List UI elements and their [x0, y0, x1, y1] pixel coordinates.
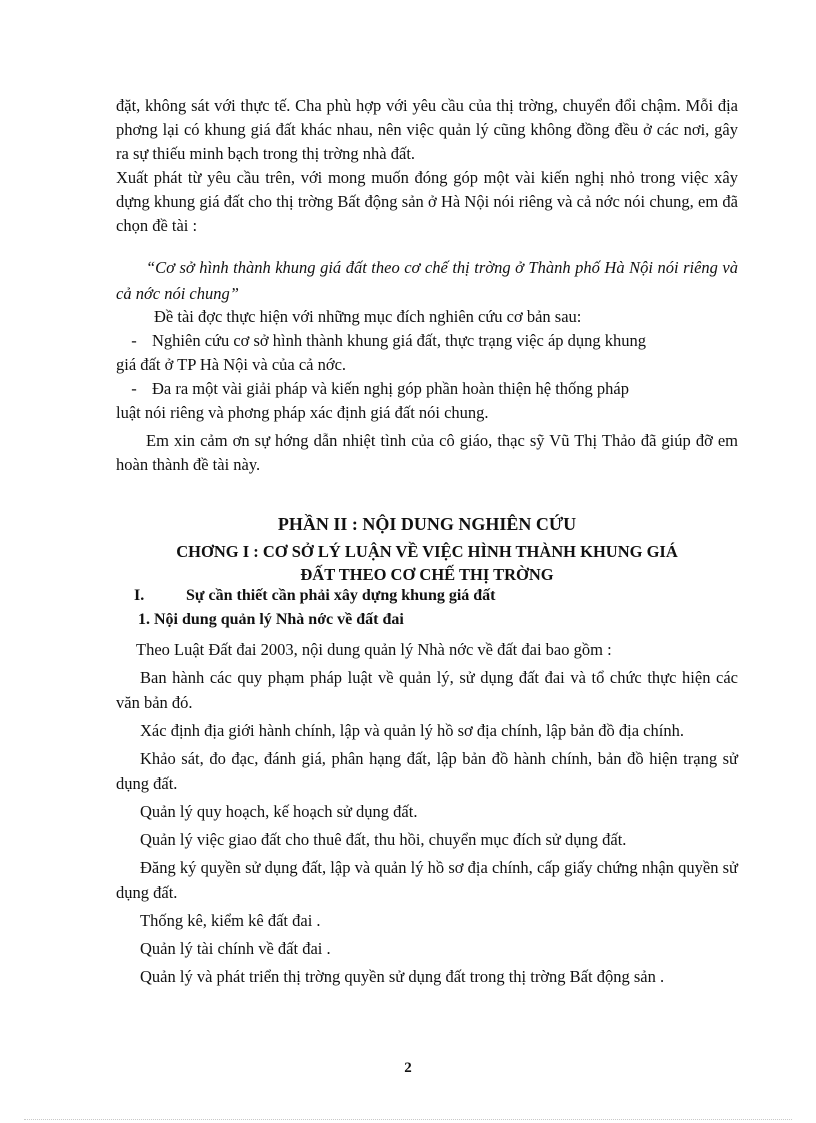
list-item: Quản lý việc giao đất cho thuê đất, thu hồi, chuyển mục đích sử dụng đất.: [140, 830, 627, 849]
content-lead: Theo Luật Đất đai 2003, nội dung quản lý Nhà nớc về đất đai bao gồm :: [136, 640, 612, 659]
section-title: Sự cần thiết cần phải xây dựng khung giá đất: [186, 587, 496, 604]
intro-paragraph-2: Xuất phát từ yêu cầu trên, với mong muốn đóng góp một vài kiến nghị nhỏ trong việc xây dựng khung giá đất cho thị trờng Bất động sản ở Hà Nội nói riêng và cả nớc nói chung, em đã chọn đề tài :: [116, 168, 738, 235]
list-item: Xác định địa giới hành chính, lập và quản lý hồ sơ địa chính, lập bản đồ địa chính.: [140, 721, 684, 740]
list-item: Quản lý quy hoạch, kế hoạch sử dụng đất.: [140, 802, 418, 821]
list-item: Đăng ký quyền sử dụng đất, lập và quản lý hồ sơ địa chính, cấp giấy chứng nhận quyền sử dụng đất.: [116, 858, 738, 902]
quote-text: “Cơ sở hình thành khung giá đất theo cơ chế thị trờng ở Thành phố Hà Nội nói riêng và cả nớc nói chung”: [116, 258, 738, 303]
goal-item-continuation: luật nói riêng và phơng pháp xác định giá đất nói chung.: [116, 403, 489, 422]
goal-item: [116, 329, 738, 353]
part-heading: PHẦN II : NỘI DUNG NGHIÊN CỨU: [277, 514, 577, 534]
bullet-dash: -: [131, 379, 137, 398]
goal-item: [116, 377, 738, 401]
intro-paragraph-1: đặt, không sát với thực tế. Cha phù hợp với yêu cầu của thị trờng, chuyển đổi chậm. Mỗi địa phơng lại có khung giá đất khác nhau, nên việc quản lý cũng không đồng đều ở các nơi, gây ra sự thiếu minh bạch trong thị trờng nhà đất.: [116, 96, 738, 163]
list-item: Thống kê, kiểm kê đất đai .: [140, 911, 321, 930]
bullet-dash: -: [131, 331, 137, 350]
chapter-heading-line-1: CHƠNG I : CƠ SỞ LÝ LUẬN VỀ VIỆC HÌNH THÀNH KHUNG GIÁ: [176, 542, 678, 561]
goal-item-text: Đa ra một vài giải pháp và kiến nghị góp phần hoàn thiện hệ thống pháp: [152, 379, 630, 398]
goals-lead: Đề tài đợc thực hiện với những mục đích nghiên cứu cơ bản sau:: [154, 307, 582, 326]
content-list: [116, 637, 738, 992]
thesis-title-quote: [116, 255, 738, 307]
list-item: Khảo sát, đo đạc, đánh giá, phân hạng đất, lập bản đồ hành chính, bản đồ hiện trạng sử dụng đất.: [116, 749, 738, 793]
list-item: Quản lý tài chính về đất đai .: [140, 939, 331, 958]
page-bottom-divider: [24, 1119, 792, 1120]
subsection-heading: 1. Nội dung quản lý Nhà nớc về đất đai: [138, 611, 404, 628]
research-goals: [116, 305, 738, 477]
list-item: Ban hành các quy phạm pháp luật về quản lý, sử dụng đất đai và tổ chức thực hiện các văn bản đó.: [116, 668, 738, 712]
section-number: I.: [134, 587, 145, 604]
page-number: 2: [404, 1060, 412, 1076]
chapter-heading: [116, 540, 738, 586]
thanks-paragraph: Em xin cảm ơn sự hớng dẫn nhiệt tình của cô giáo, thạc sỹ Vũ Thị Thảo đã giúp đỡ em hoàn thành đề tài này.: [116, 431, 738, 474]
intro-text: [116, 94, 738, 238]
goal-item-text: Nghiên cứu cơ sở hình thành khung giá đất, thực trạng việc áp dụng khung: [152, 331, 647, 350]
list-item: Quản lý và phát triển thị trờng quyền sử dụng đất trong thị trờng Bất động sản .: [140, 967, 665, 986]
section-heading: [134, 587, 496, 605]
goal-item-continuation: giá đất ở TP Hà Nội và của cả nớc.: [116, 355, 347, 374]
chapter-heading-line-2: ĐẤT THEO CƠ CHẾ THỊ TRỜNG: [300, 565, 554, 584]
